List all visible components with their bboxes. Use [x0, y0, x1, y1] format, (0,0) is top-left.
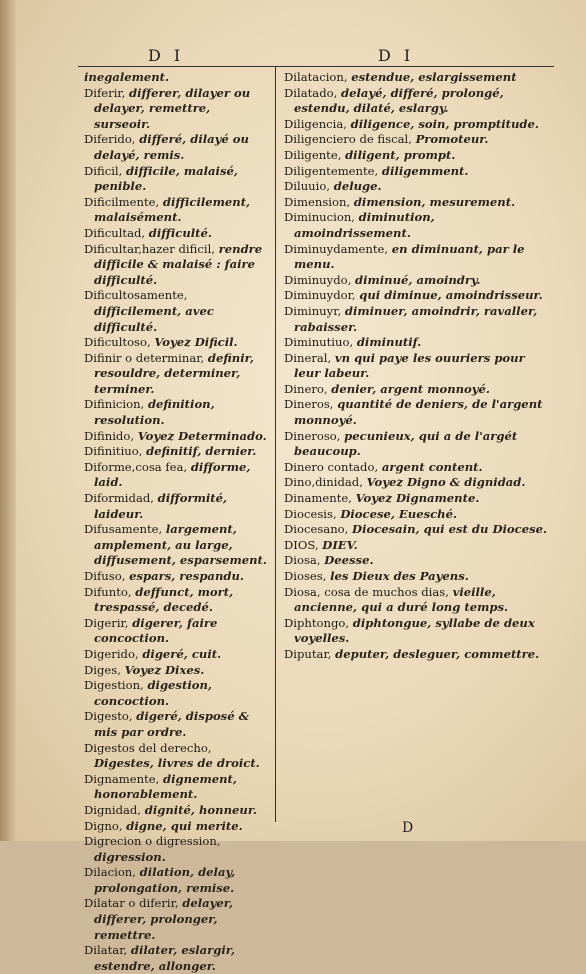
- header-right: D I: [378, 46, 415, 65]
- signature-mark: D: [402, 820, 414, 836]
- left-column: [84, 70, 268, 974]
- entry-translation: digne, qui merite.: [126, 818, 243, 833]
- entry-translation: Deesse.: [324, 553, 374, 568]
- entry-headword: Digno,: [84, 818, 123, 833]
- entry-translation: deffunct, mort, trespassé, decedé.: [94, 584, 234, 615]
- entry-headword: Difusamente,: [84, 522, 163, 537]
- entry-headword: Diluuio,: [284, 179, 331, 194]
- entry-translation: Diocese, Euesché.: [340, 506, 458, 521]
- entry-translation: Voyez Digno & dignidad.: [366, 475, 526, 490]
- entry-headword: Diminutiuo,: [284, 335, 354, 350]
- dictionary-entry: [84, 242, 268, 289]
- entry-headword: Diputar,: [284, 646, 332, 661]
- dictionary-entry: [84, 164, 268, 195]
- dictionary-entry: [84, 195, 268, 226]
- dictionary-entry: [284, 70, 548, 86]
- dictionary-entry: [84, 709, 268, 740]
- entry-headword: Diligente,: [284, 147, 342, 162]
- dictionary-entry: [284, 460, 548, 476]
- entry-headword: Dilatar,: [84, 943, 128, 958]
- entry-translation: en diminuant, par le menu.: [294, 241, 525, 272]
- entry-headword: Difinido,: [84, 428, 134, 443]
- entry-headword: Diocesano,: [284, 522, 349, 537]
- entry-translation: quantité de deniers, de l'argent monnoyé.: [294, 397, 543, 428]
- dictionary-entry: [84, 943, 268, 974]
- entry-translation: diminution, amoindrissement.: [294, 210, 435, 240]
- entry-translation: digerer, faire concoction.: [94, 615, 218, 646]
- entry-headword: Dificultoso,: [84, 335, 151, 350]
- entry-headword: Dificil,: [84, 163, 123, 178]
- header-rule: [78, 66, 554, 67]
- entry-headword: Diosa, cosa de muchos dias,: [284, 584, 449, 599]
- entry-headword: Diligenciero de fiscal,: [284, 132, 412, 147]
- dictionary-entry: [284, 242, 548, 273]
- entry-headword: Digestos del derecho,: [84, 740, 212, 755]
- dictionary-entry: [84, 522, 268, 569]
- entry-translation: differer, dilayer ou delayer, remettre, surseoir.: [94, 85, 251, 131]
- entry-headword: Dilacion,: [84, 865, 136, 880]
- entry-translation: inegalement.: [84, 70, 170, 84]
- entry-translation: difficulté.: [148, 225, 212, 240]
- dictionary-entry: [284, 538, 548, 554]
- entry-headword: Dino,dinidad,: [284, 475, 363, 490]
- entry-translation: digression.: [94, 849, 166, 864]
- dictionary-entry: [84, 569, 268, 585]
- entry-headword: Digerir,: [84, 615, 129, 630]
- entry-headword: Difinicion,: [84, 397, 145, 412]
- entry-translation: delayer, differer, prolonger, remettre.: [94, 896, 234, 942]
- entry-translation: deputer, desleguer, commettre.: [335, 646, 540, 661]
- dictionary-entry: [284, 148, 548, 164]
- entry-translation: diminué, amoindry.: [354, 272, 481, 287]
- dictionary-entry: [84, 865, 268, 896]
- entry-headword: Dignamente,: [84, 771, 160, 786]
- entry-headword: Dilatar o diferir,: [84, 896, 179, 911]
- dictionary-entry: [84, 288, 268, 335]
- entry-headword: Dioses,: [284, 569, 327, 583]
- entry-headword: Digestion,: [84, 678, 144, 693]
- entry-headword: Dineros,: [284, 397, 334, 412]
- entry-headword: Diligencia,: [284, 116, 347, 131]
- entry-headword: Digesto,: [84, 709, 133, 724]
- entry-translation: delayé, differé, prolongé, estendu, dilaté, eslargy.: [294, 85, 504, 116]
- dictionary-entry: [84, 70, 268, 86]
- dictionary-entry: [284, 569, 548, 585]
- column-divider: [275, 66, 276, 822]
- dictionary-entry: [284, 647, 548, 663]
- dictionary-entry: [284, 195, 548, 211]
- dictionary-entry: [284, 522, 548, 538]
- entry-translation: difforme, laid.: [94, 459, 251, 490]
- entry-headword: Diminuydor,: [284, 288, 356, 303]
- entry-translation: diligence, soin, promptitude.: [350, 116, 539, 131]
- entry-headword: DIOS,: [284, 537, 319, 552]
- dictionary-entry: [284, 117, 548, 133]
- entry-headword: Difinir o determinar,: [84, 350, 205, 365]
- entry-headword: Dilatado,: [284, 85, 338, 100]
- entry-translation: digeré, cuit.: [142, 646, 222, 661]
- dictionary-entry: [284, 507, 548, 523]
- dictionary-entry: [284, 86, 548, 117]
- dictionary-entry: [84, 460, 268, 491]
- entry-translation: definir, resouldre, determiner, terminer.: [94, 350, 254, 396]
- entry-headword: Diosa,: [284, 553, 321, 568]
- dictionary-entry: [84, 226, 268, 242]
- dictionary-entry: [84, 772, 268, 803]
- entry-headword: Difinitiuo,: [84, 444, 143, 459]
- dictionary-entry: [284, 553, 548, 569]
- entry-headword: Dineroso,: [284, 428, 341, 443]
- dictionary-entry: [84, 132, 268, 163]
- dictionary-entry: [284, 491, 548, 507]
- dictionary-entry: [84, 429, 268, 445]
- entry-headword: Dinamente,: [284, 491, 352, 506]
- entry-translation: Promoteur.: [415, 132, 489, 147]
- entry-headword: Diminuyr,: [284, 303, 342, 318]
- entry-translation: definition, resolution.: [94, 397, 215, 428]
- dictionary-entry: [84, 397, 268, 428]
- entry-headword: Dificultar,hazer dificil,: [84, 241, 215, 256]
- entry-translation: difficilement, avec difficulté.: [94, 303, 214, 334]
- entry-headword: Diminucion,: [284, 210, 355, 225]
- entry-translation: Voyez Determinado.: [137, 428, 267, 443]
- entry-translation: Voyez Dignamente.: [355, 491, 480, 506]
- dictionary-entry: [284, 585, 548, 616]
- dictionary-entry: [84, 741, 268, 772]
- entry-headword: Diligentemente,: [284, 163, 379, 178]
- dictionary-entry: [284, 304, 548, 335]
- entry-translation: diligemment.: [381, 163, 469, 178]
- entry-headword: Diges,: [84, 662, 121, 677]
- entry-headword: Dificultosamente,: [84, 288, 188, 303]
- header-left: D I: [148, 46, 185, 65]
- dictionary-entry: [84, 616, 268, 647]
- entry-headword: Digrecion o digression,: [84, 834, 221, 849]
- entry-headword: Dificultad,: [84, 225, 146, 240]
- dictionary-entry: [284, 351, 548, 382]
- entry-translation: dimension, mesurement.: [353, 194, 516, 209]
- entry-headword: Diminuydo,: [284, 272, 352, 287]
- entry-headword: Diminuydamente,: [284, 241, 389, 256]
- dictionary-entry: [84, 491, 268, 522]
- entry-translation: rendre difficile & malaisé : faire difficulté.: [94, 241, 263, 287]
- entry-headword: Dineral,: [284, 350, 332, 365]
- entry-translation: definitif, dernier.: [146, 444, 257, 459]
- dictionary-entry: [84, 663, 268, 679]
- dictionary-entry: [84, 585, 268, 616]
- entry-headword: Dinero contado,: [284, 459, 379, 474]
- entry-headword: Dilatacion,: [284, 70, 348, 84]
- dictionary-entry: [284, 397, 548, 428]
- entry-translation: Voyez Dixes.: [124, 662, 205, 677]
- entry-translation: digeré, disposé & mis par ordre.: [94, 709, 250, 739]
- dictionary-entry: [284, 475, 548, 491]
- dictionary-entry: [284, 616, 548, 647]
- page-gutter-shadow: [0, 0, 16, 841]
- dictionary-entry: [84, 351, 268, 398]
- entry-translation: dignement, honorablement.: [94, 771, 237, 802]
- entry-translation: vieille, ancienne, qui a duré long temps.: [294, 584, 509, 615]
- entry-translation: dilater, eslargir, estendre, allonger.: [94, 943, 236, 973]
- dictionary-entry: [84, 86, 268, 133]
- entry-translation: dignité, honneur.: [144, 802, 257, 817]
- dictionary-entry: [84, 803, 268, 819]
- entry-headword: Difuso,: [84, 569, 126, 583]
- dictionary-entry: [284, 164, 548, 180]
- dictionary-entry: [284, 429, 548, 460]
- dictionary-entry: [284, 382, 548, 398]
- entry-translation: Diocesain, qui est du Diocese.: [352, 522, 548, 537]
- entry-headword: Dinero,: [284, 381, 328, 396]
- entry-translation: DIEV.: [322, 537, 358, 552]
- entry-translation: diminuer, amoindrir, ravaller, rabaisser.: [294, 303, 538, 334]
- dictionary-entry: [84, 647, 268, 663]
- dictionary-entry: [84, 335, 268, 351]
- entry-translation: differé, dilayé ou delayé, remis.: [94, 132, 249, 162]
- entry-translation: deluge.: [333, 179, 382, 194]
- entry-translation: denier, argent monnoyé.: [331, 381, 490, 396]
- right-column: [284, 70, 548, 663]
- entry-translation: difformité, laideur.: [94, 491, 228, 521]
- entry-translation: diligent, prompt.: [345, 147, 456, 162]
- entry-translation: vn qui paye les ouuriers pour leur labeur.: [294, 350, 525, 381]
- dictionary-entry: [284, 273, 548, 289]
- entry-headword: Diocesis,: [284, 506, 337, 521]
- entry-translation: espars, respandu.: [129, 569, 244, 583]
- entry-translation: largement, amplement, au large, diffusement, esparsement.: [94, 522, 267, 568]
- entry-translation: dilation, delay, prolongation, remise.: [94, 865, 236, 895]
- dictionary-entry: [84, 819, 268, 835]
- entry-headword: Dignidad,: [84, 802, 142, 817]
- entry-translation: argent content.: [381, 459, 483, 474]
- entry-headword: Diforme,cosa fea,: [84, 459, 188, 474]
- entry-translation: qui diminue, amoindrisseur.: [359, 288, 543, 303]
- entry-headword: Dificilmente,: [84, 194, 160, 209]
- dictionary-entry: [284, 210, 548, 241]
- entry-translation: les Dieux des Payens.: [330, 569, 469, 583]
- entry-translation: digestion, concoction.: [94, 678, 212, 708]
- entry-headword: Diferir,: [84, 85, 126, 100]
- dictionary-entry: [84, 834, 268, 865]
- dictionary-entry: [84, 444, 268, 460]
- dictionary-entry: [284, 335, 548, 351]
- entry-translation: diminutif.: [356, 335, 422, 350]
- entry-translation: Voyez Dificil.: [154, 335, 238, 350]
- entry-headword: Dimension,: [284, 194, 351, 209]
- entry-headword: Digerido,: [84, 646, 139, 661]
- entry-translation: difficile, malaisé, penible.: [94, 163, 238, 194]
- entry-translation: pecunieux, qui a de l'argét beaucoup.: [294, 428, 518, 459]
- entry-translation: Digestes, livres de droict.: [94, 756, 260, 771]
- dictionary-entry: [284, 179, 548, 195]
- dictionary-entry: [284, 132, 548, 148]
- dictionary-entry: [84, 678, 268, 709]
- entry-translation: diphtongue, syllabe de deux voyelles.: [294, 615, 535, 646]
- entry-headword: Difunto,: [84, 584, 132, 599]
- entry-translation: estendue, eslargissement: [351, 70, 517, 84]
- dictionary-entry: [84, 896, 268, 943]
- entry-headword: Diferido,: [84, 132, 136, 147]
- entry-headword: Diphtongo,: [284, 615, 350, 630]
- entry-headword: Diformidad,: [84, 491, 154, 506]
- dictionary-entry: [284, 288, 548, 304]
- entry-translation: difficilement, malaisément.: [94, 194, 251, 225]
